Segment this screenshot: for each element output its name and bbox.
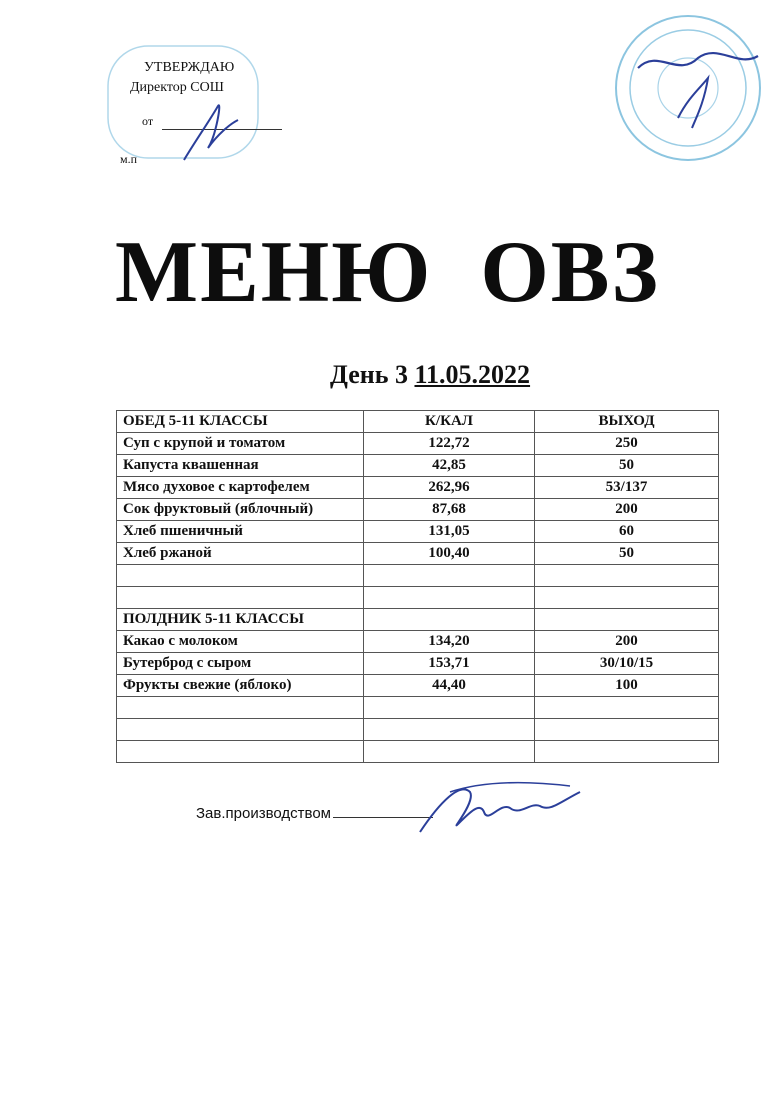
- table-row: [117, 631, 719, 653]
- item-kcal: 122,72: [364, 433, 535, 455]
- item-yield: [535, 565, 719, 587]
- item-name: Суп с крупой и томатом: [117, 433, 364, 455]
- item-kcal: [364, 609, 535, 631]
- item-yield: 50: [535, 543, 719, 565]
- signature-block: [196, 805, 433, 822]
- manager-signature-icon: [410, 772, 590, 852]
- item-kcal: 262,96: [364, 477, 535, 499]
- item-yield: 200: [535, 631, 719, 653]
- table-row: [117, 433, 719, 455]
- item-yield: 60: [535, 521, 719, 543]
- signer-label: Зав.производством: [196, 805, 331, 822]
- item-kcal: [364, 565, 535, 587]
- table-row: [117, 697, 719, 719]
- item-name: [117, 697, 364, 719]
- item-kcal: 134,20: [364, 631, 535, 653]
- item-yield: [535, 587, 719, 609]
- table-row: [117, 653, 719, 675]
- item-yield: [535, 741, 719, 763]
- item-yield: 53/137: [535, 477, 719, 499]
- item-yield: 250: [535, 433, 719, 455]
- day-heading: [330, 360, 530, 390]
- item-yield: [535, 719, 719, 741]
- item-kcal: 131,05: [364, 521, 535, 543]
- item-name: Хлеб пшеничный: [117, 521, 364, 543]
- item-name: ПОЛДНИК 5-11 КЛАССЫ: [117, 609, 364, 631]
- item-name: Сок фруктовый (яблочный): [117, 499, 364, 521]
- table-row: [117, 565, 719, 587]
- item-name: [117, 719, 364, 741]
- item-kcal: К/КАЛ: [364, 411, 535, 433]
- item-yield: 30/10/15: [535, 653, 719, 675]
- item-yield: [535, 697, 719, 719]
- table-row: [117, 675, 719, 697]
- menu-table: [116, 410, 719, 763]
- director-signature-icon: [100, 40, 280, 180]
- page-title: МЕНЮ ОВЗ: [115, 224, 660, 321]
- from-label: от: [142, 114, 154, 128]
- table-row: [117, 499, 719, 521]
- item-name: [117, 565, 364, 587]
- table-row: [117, 741, 719, 763]
- item-kcal: 44,40: [364, 675, 535, 697]
- item-kcal: [364, 587, 535, 609]
- item-name: [117, 741, 364, 763]
- item-yield: [535, 609, 719, 631]
- table-row: [117, 411, 719, 433]
- round-seal-icon: [608, 8, 768, 168]
- table-row: [117, 719, 719, 741]
- item-kcal: [364, 697, 535, 719]
- director-label: Директор СОШ: [130, 80, 224, 95]
- item-kcal: 42,85: [364, 455, 535, 477]
- item-yield: 100: [535, 675, 719, 697]
- menu-date: 11.05.2022: [414, 360, 531, 389]
- item-kcal: 87,68: [364, 499, 535, 521]
- item-kcal: 153,71: [364, 653, 535, 675]
- item-yield: ВЫХОД: [535, 411, 719, 433]
- item-name: Мясо духовое с картофелем: [117, 477, 364, 499]
- table-row: [117, 543, 719, 565]
- table-row: [117, 587, 719, 609]
- item-name: ОБЕД 5-11 КЛАССЫ: [117, 411, 364, 433]
- item-yield: 200: [535, 499, 719, 521]
- table-row: [117, 455, 719, 477]
- item-kcal: [364, 741, 535, 763]
- approve-label: УТВЕРЖДАЮ: [144, 60, 235, 75]
- table-row: [117, 609, 719, 631]
- table-row: [117, 477, 719, 499]
- item-name: Какао с молоком: [117, 631, 364, 653]
- item-yield: 50: [535, 455, 719, 477]
- item-kcal: 100,40: [364, 543, 535, 565]
- seal-label: м.п: [120, 152, 138, 166]
- item-name: Бутерброд с сыром: [117, 653, 364, 675]
- item-name: Капуста квашенная: [117, 455, 364, 477]
- day-label: День 3: [330, 360, 408, 389]
- approval-block: [100, 40, 280, 180]
- item-name: Хлеб ржаной: [117, 543, 364, 565]
- table-row: [117, 521, 719, 543]
- item-name: [117, 587, 364, 609]
- item-name: Фрукты свежие (яблоко): [117, 675, 364, 697]
- item-kcal: [364, 719, 535, 741]
